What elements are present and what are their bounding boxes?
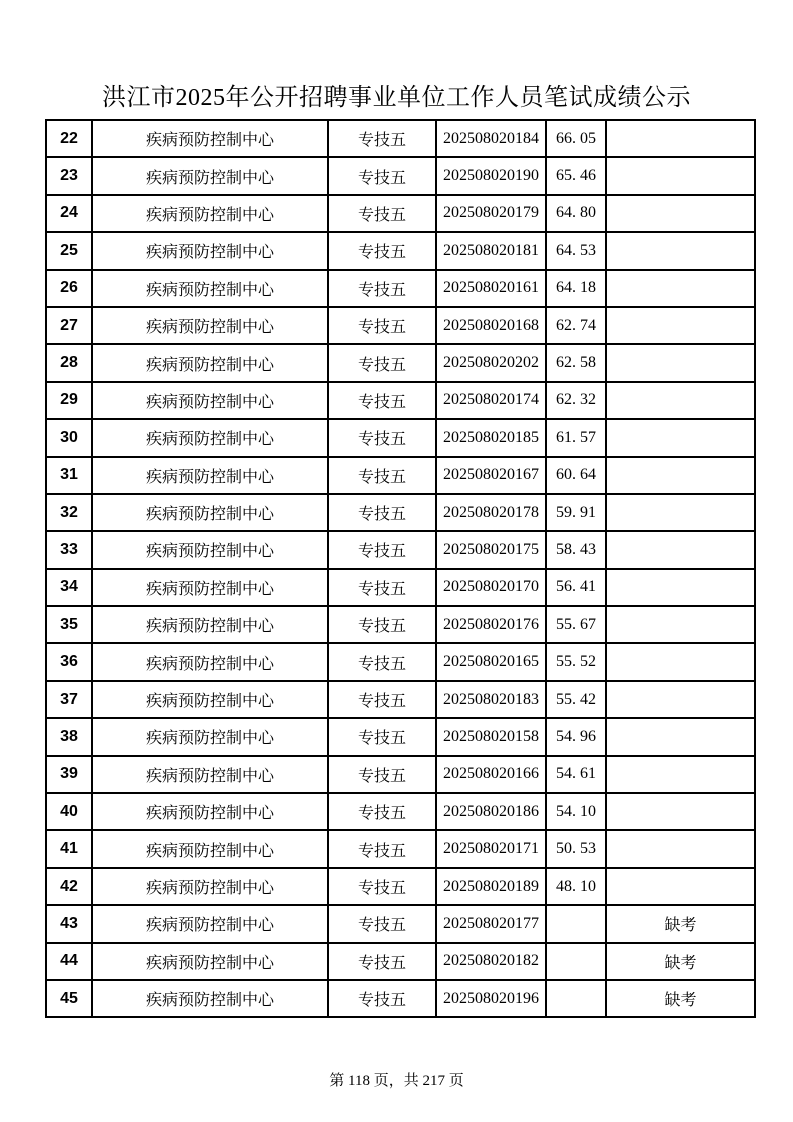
cell-exam-number: 202508020161: [436, 270, 546, 307]
cell-score: [546, 943, 606, 980]
cell-remark: [606, 830, 755, 867]
cell-score: 56. 41: [546, 569, 606, 606]
cell-unit-name: 疾病预防控制中心: [92, 382, 328, 419]
table-row: [46, 718, 755, 755]
table-row: [46, 270, 755, 307]
cell-row-number: 38: [46, 718, 92, 755]
table-row: [46, 344, 755, 381]
cell-row-number: 27: [46, 307, 92, 344]
cell-row-number: 39: [46, 756, 92, 793]
cell-remark: [606, 344, 755, 381]
cell-position: 专技五: [328, 793, 436, 830]
cell-unit-name: 疾病预防控制中心: [92, 943, 328, 980]
cell-remark: [606, 643, 755, 680]
cell-unit-name: 疾病预防控制中心: [92, 494, 328, 531]
table-row: [46, 307, 755, 344]
table-row: [46, 943, 755, 980]
cell-score: 48. 10: [546, 868, 606, 905]
cell-row-number: 35: [46, 606, 92, 643]
cell-position: 专技五: [328, 195, 436, 232]
cell-exam-number: 202508020168: [436, 307, 546, 344]
cell-row-number: 42: [46, 868, 92, 905]
cell-remark: [606, 382, 755, 419]
table-row: [46, 457, 755, 494]
table-row: [46, 606, 755, 643]
table-row: [46, 382, 755, 419]
cell-remark: [606, 606, 755, 643]
cell-exam-number: 202508020190: [436, 157, 546, 194]
cell-position: 专技五: [328, 307, 436, 344]
cell-position: 专技五: [328, 232, 436, 269]
cell-row-number: 37: [46, 681, 92, 718]
cell-remark: [606, 270, 755, 307]
cell-remark: [606, 457, 755, 494]
cell-row-number: 22: [46, 120, 92, 157]
cell-row-number: 43: [46, 905, 92, 942]
cell-score: 54. 96: [546, 718, 606, 755]
table-row: [46, 681, 755, 718]
cell-unit-name: 疾病预防控制中心: [92, 569, 328, 606]
cell-unit-name: 疾病预防控制中心: [92, 457, 328, 494]
cell-remark: [606, 157, 755, 194]
cell-row-number: 31: [46, 457, 92, 494]
table-row: [46, 419, 755, 456]
cell-exam-number: 202508020196: [436, 980, 546, 1017]
cell-row-number: 34: [46, 569, 92, 606]
cell-exam-number: 202508020167: [436, 457, 546, 494]
cell-unit-name: 疾病预防控制中心: [92, 980, 328, 1017]
cell-remark: [606, 718, 755, 755]
cell-score: 50. 53: [546, 830, 606, 867]
table-row: [46, 195, 755, 232]
cell-row-number: 45: [46, 980, 92, 1017]
cell-score: 55. 67: [546, 606, 606, 643]
cell-row-number: 41: [46, 830, 92, 867]
cell-score: 55. 52: [546, 643, 606, 680]
cell-score: 64. 80: [546, 195, 606, 232]
cell-exam-number: 202508020202: [436, 344, 546, 381]
cell-row-number: 29: [46, 382, 92, 419]
cell-remark: [606, 232, 755, 269]
cell-remark: [606, 793, 755, 830]
cell-score: 54. 61: [546, 756, 606, 793]
cell-score: 65. 46: [546, 157, 606, 194]
cell-row-number: 25: [46, 232, 92, 269]
cell-row-number: 32: [46, 494, 92, 531]
cell-unit-name: 疾病预防控制中心: [92, 681, 328, 718]
cell-row-number: 24: [46, 195, 92, 232]
cell-remark: [606, 569, 755, 606]
cell-position: 专技五: [328, 905, 436, 942]
cell-row-number: 28: [46, 344, 92, 381]
cell-position: 专技五: [328, 830, 436, 867]
cell-score: 59. 91: [546, 494, 606, 531]
cell-position: 专技五: [328, 756, 436, 793]
cell-score: 54. 10: [546, 793, 606, 830]
cell-position: 专技五: [328, 531, 436, 568]
cell-unit-name: 疾病预防控制中心: [92, 157, 328, 194]
cell-unit-name: 疾病预防控制中心: [92, 232, 328, 269]
cell-score: 62. 58: [546, 344, 606, 381]
cell-exam-number: 202508020179: [436, 195, 546, 232]
cell-row-number: 30: [46, 419, 92, 456]
cell-exam-number: 202508020178: [436, 494, 546, 531]
table-row: [46, 756, 755, 793]
cell-remark: [606, 419, 755, 456]
cell-position: 专技五: [328, 718, 436, 755]
table-row: [46, 157, 755, 194]
table-row: [46, 905, 755, 942]
cell-unit-name: 疾病预防控制中心: [92, 718, 328, 755]
cell-score: 60. 64: [546, 457, 606, 494]
cell-exam-number: 202508020183: [436, 681, 546, 718]
table-row: [46, 868, 755, 905]
cell-unit-name: 疾病预防控制中心: [92, 307, 328, 344]
cell-remark: 缺考: [606, 905, 755, 942]
cell-position: 专技五: [328, 606, 436, 643]
cell-exam-number: 202508020175: [436, 531, 546, 568]
cell-row-number: 40: [46, 793, 92, 830]
cell-score: 66. 05: [546, 120, 606, 157]
cell-score: 62. 74: [546, 307, 606, 344]
cell-score: 62. 32: [546, 382, 606, 419]
cell-exam-number: 202508020174: [436, 382, 546, 419]
cell-remark: [606, 531, 755, 568]
cell-unit-name: 疾病预防控制中心: [92, 344, 328, 381]
cell-unit-name: 疾病预防控制中心: [92, 793, 328, 830]
cell-remark: [606, 494, 755, 531]
table-row: [46, 232, 755, 269]
cell-exam-number: 202508020177: [436, 905, 546, 942]
cell-exam-number: 202508020184: [436, 120, 546, 157]
cell-remark: [606, 681, 755, 718]
table-row: [46, 494, 755, 531]
cell-position: 专技五: [328, 569, 436, 606]
results-table-body: [46, 120, 755, 1017]
cell-position: 专技五: [328, 270, 436, 307]
page-title: 洪江市2025年公开招聘事业单位工作人员笔试成绩公示: [102, 85, 691, 111]
cell-unit-name: 疾病预防控制中心: [92, 830, 328, 867]
cell-unit-name: 疾病预防控制中心: [92, 756, 328, 793]
cell-position: 专技五: [328, 494, 436, 531]
cell-position: 专技五: [328, 457, 436, 494]
cell-score: [546, 905, 606, 942]
cell-exam-number: 202508020170: [436, 569, 546, 606]
cell-exam-number: 202508020166: [436, 756, 546, 793]
cell-unit-name: 疾病预防控制中心: [92, 120, 328, 157]
cell-row-number: 26: [46, 270, 92, 307]
cell-row-number: 23: [46, 157, 92, 194]
cell-exam-number: 202508020189: [436, 868, 546, 905]
cell-exam-number: 202508020165: [436, 643, 546, 680]
cell-remark: [606, 307, 755, 344]
cell-row-number: 44: [46, 943, 92, 980]
cell-score: [546, 980, 606, 1017]
cell-unit-name: 疾病预防控制中心: [92, 531, 328, 568]
scores-table: [45, 119, 756, 1018]
cell-score: 55. 42: [546, 681, 606, 718]
cell-score: 64. 53: [546, 232, 606, 269]
table-row: [46, 569, 755, 606]
cell-exam-number: 202508020185: [436, 419, 546, 456]
cell-row-number: 33: [46, 531, 92, 568]
table-row: [46, 793, 755, 830]
cell-remark: 缺考: [606, 980, 755, 1017]
cell-remark: [606, 868, 755, 905]
cell-position: 专技五: [328, 980, 436, 1017]
table-row: [46, 980, 755, 1017]
cell-position: 专技五: [328, 382, 436, 419]
cell-position: 专技五: [328, 157, 436, 194]
table-row: [46, 830, 755, 867]
cell-position: 专技五: [328, 681, 436, 718]
cell-unit-name: 疾病预防控制中心: [92, 419, 328, 456]
cell-position: 专技五: [328, 344, 436, 381]
cell-exam-number: 202508020186: [436, 793, 546, 830]
cell-position: 专技五: [328, 419, 436, 456]
cell-position: 专技五: [328, 943, 436, 980]
table-row: [46, 531, 755, 568]
page-number-footer: 第 118 页，共 217 页: [329, 1073, 464, 1089]
cell-exam-number: 202508020171: [436, 830, 546, 867]
cell-score: 61. 57: [546, 419, 606, 456]
table-row: [46, 120, 755, 157]
cell-score: 58. 43: [546, 531, 606, 568]
cell-unit-name: 疾病预防控制中心: [92, 270, 328, 307]
cell-unit-name: 疾病预防控制中心: [92, 868, 328, 905]
cell-unit-name: 疾病预防控制中心: [92, 643, 328, 680]
cell-exam-number: 202508020182: [436, 943, 546, 980]
cell-remark: 缺考: [606, 943, 755, 980]
cell-position: 专技五: [328, 868, 436, 905]
cell-unit-name: 疾病预防控制中心: [92, 905, 328, 942]
table-row: [46, 643, 755, 680]
cell-row-number: 36: [46, 643, 92, 680]
cell-exam-number: 202508020176: [436, 606, 546, 643]
cell-remark: [606, 120, 755, 157]
cell-unit-name: 疾病预防控制中心: [92, 606, 328, 643]
cell-exam-number: 202508020181: [436, 232, 546, 269]
cell-remark: [606, 756, 755, 793]
cell-position: 专技五: [328, 120, 436, 157]
cell-exam-number: 202508020158: [436, 718, 546, 755]
cell-unit-name: 疾病预防控制中心: [92, 195, 328, 232]
cell-score: 64. 18: [546, 270, 606, 307]
cell-remark: [606, 195, 755, 232]
cell-position: 专技五: [328, 643, 436, 680]
